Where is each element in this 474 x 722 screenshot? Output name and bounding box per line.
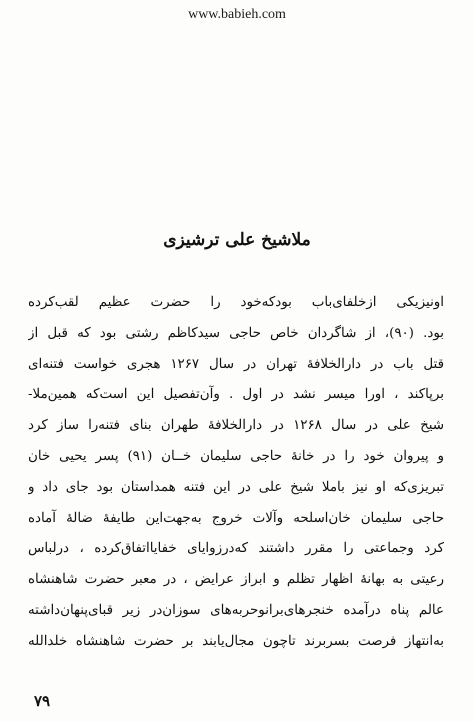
paragraph-line: قتل باب در دارالخلافهٔ تهران در سال ۱۲۶۷ هجری خواست فتنه‌ای bbox=[28, 356, 444, 372]
paragraph-line: عالم پناه درآمده خنجرهای‌برانوحربه‌های سوزان‌در زیر قبای‌پنهان‌داشته bbox=[28, 602, 444, 618]
site-url-header: www.babieh.com bbox=[188, 7, 286, 22]
page-number: ۷۹ bbox=[34, 692, 51, 710]
paragraph-line: به‌انتهاز فرصت بسربرند تاچون مجال‌یابند بر حضرت شاهنشاه خلدالله bbox=[28, 633, 444, 649]
paragraph-line: برپاکند ، اورا میسر نشد در اول . وآن‌تفصیل این است‌که همین‌ملا- bbox=[28, 387, 444, 403]
paragraph-line: کرد وجماعتی را مقرر داشتند که‌درزوایای خفایااتفاق‌کرده ، درلباس bbox=[28, 541, 444, 557]
paragraph-line: و پیروان خود را در خانهٔ حاجی سلیمان خــان (۹۱) پسر یحیی خان bbox=[28, 448, 444, 464]
paragraph-line: رعیتی به بهانهٔ اظهار تظلم و ابراز عرایض ، در معبر حضرت شاهنشاه bbox=[28, 572, 444, 588]
paragraph-line: حاجی سلیمان خان‌اسلحه وآلات خروج به‌جهت‌این طایفهٔ ضالهٔ آماده‌ bbox=[28, 510, 444, 526]
paragraph-line: بود. (۹۰)، از شاگردان خاص حاجی سیدکاظم رشتی بود که قبل از bbox=[28, 325, 444, 341]
paragraph-line: شیخ علی در سال ۱۲۶۸ در دارالخلافهٔ طهران بنای فتنه‌را ساز کرد bbox=[28, 418, 444, 434]
paragraph-line: تبریزی‌که او نیز باملا شیخ علی در این فتنه همداستان بود جای داد و bbox=[28, 479, 444, 495]
chapter-title: ملاشیخ علی ترشیزی bbox=[163, 230, 311, 250]
paragraph-line: اونیزیکی ازخلفای‌باب بودکه‌خود را حضرت عظیم لقب‌کرده bbox=[28, 295, 444, 310]
body-paragraph bbox=[28, 288, 444, 658]
